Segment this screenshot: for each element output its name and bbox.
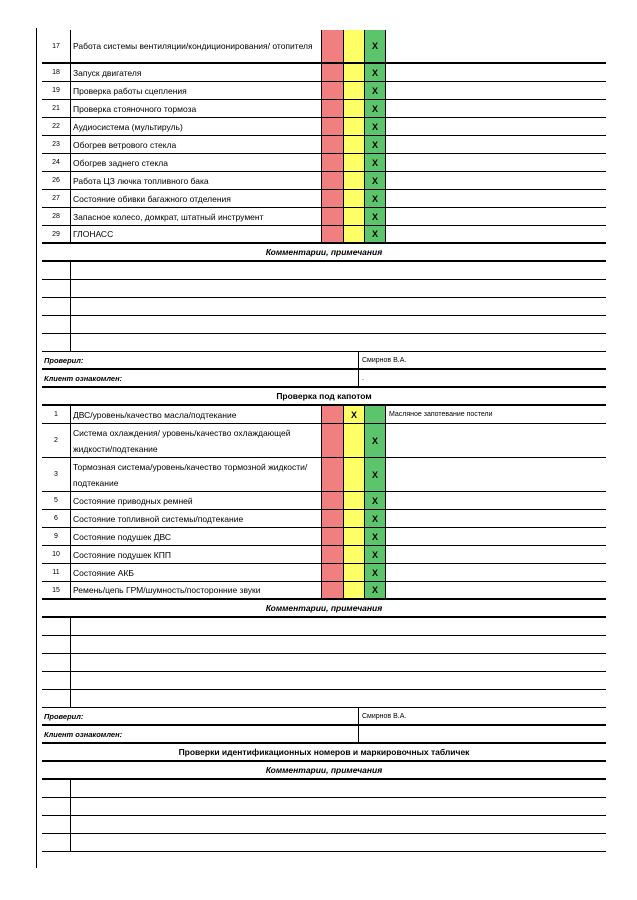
section-title-row: [42, 388, 606, 406]
left-margin-line: [36, 28, 37, 868]
row-number: 6: [54, 515, 58, 522]
comment-index: [42, 834, 70, 851]
row-number: 2: [54, 437, 58, 444]
inspection-sheet: [42, 30, 606, 852]
checklist-row: [42, 582, 606, 600]
checklist-row: [42, 100, 606, 118]
status-yellow-cell[interactable]: [343, 458, 364, 491]
comment-row[interactable]: [42, 690, 606, 708]
row-note: [385, 154, 606, 171]
status-yellow-cell[interactable]: [343, 100, 364, 117]
status-red-cell[interactable]: [321, 458, 343, 491]
comment-index: [42, 690, 70, 707]
row-item-name: Проверка стояночного тормоза: [70, 100, 321, 117]
status-green-cell[interactable]: X: [364, 64, 385, 81]
status-yellow-cell[interactable]: [343, 64, 364, 81]
status-red-cell[interactable]: [321, 30, 343, 62]
checklist-row: [42, 190, 606, 208]
status-yellow-cell[interactable]: [343, 528, 364, 545]
row-item-name: Состояние приводных ремней: [70, 492, 321, 509]
status-yellow-cell[interactable]: [343, 546, 364, 563]
status-red-cell[interactable]: [321, 582, 343, 598]
status-green-cell[interactable]: X: [364, 100, 385, 117]
signature-label: Проверил:: [44, 355, 84, 365]
comment-index: [42, 672, 70, 689]
status-green-cell[interactable]: [364, 406, 385, 423]
comment-row[interactable]: [42, 798, 606, 816]
comment-index: [42, 262, 70, 279]
status-green-cell[interactable]: X: [364, 208, 385, 225]
row-number: 1: [54, 411, 58, 418]
row-note: [385, 546, 606, 563]
row-item-name: Состояние подушек ДВС: [70, 528, 321, 545]
checklist-row: [42, 458, 606, 492]
checklist-row: [42, 492, 606, 510]
status-yellow-cell[interactable]: [343, 564, 364, 581]
row-number: 23: [52, 141, 60, 148]
checklist-row: [42, 82, 606, 100]
checklist-row: [42, 30, 606, 64]
status-green-cell[interactable]: X: [364, 510, 385, 527]
row-item-name: Обогрев ветрового стекла: [70, 136, 321, 153]
comment-text[interactable]: [70, 280, 606, 297]
row-number: 22: [52, 123, 60, 130]
row-item-name: ГЛОНАСС: [70, 226, 321, 242]
row-note: [385, 190, 606, 207]
comment-text[interactable]: [70, 636, 606, 653]
signature-label: Проверил:: [44, 711, 84, 721]
status-red-cell[interactable]: [321, 100, 343, 117]
status-yellow-cell[interactable]: [343, 510, 364, 527]
status-red-cell[interactable]: [321, 492, 343, 509]
row-note: [385, 424, 606, 457]
row-note: [385, 172, 606, 189]
status-yellow-cell[interactable]: [343, 190, 364, 207]
row-note: [385, 30, 606, 62]
row-item-name: Состояние АКБ: [70, 564, 321, 581]
status-yellow-cell[interactable]: [343, 424, 364, 457]
status-yellow-cell[interactable]: [343, 582, 364, 598]
comment-text[interactable]: [70, 334, 606, 351]
comment-text[interactable]: [70, 654, 606, 671]
row-note: [385, 582, 606, 598]
comment-index: [42, 618, 70, 635]
status-green-cell[interactable]: X: [364, 546, 385, 563]
status-red-cell[interactable]: [321, 510, 343, 527]
row-note: [385, 64, 606, 81]
row-number: 21: [52, 105, 60, 112]
comment-row[interactable]: [42, 298, 606, 316]
comment-row[interactable]: [42, 672, 606, 690]
comment-index: [42, 298, 70, 315]
status-red-cell[interactable]: [321, 546, 343, 563]
row-item-name: Система охлаждения/ уровень/качество охлаждающей жидкости/подтекание: [70, 424, 321, 457]
checklist-row: [42, 136, 606, 154]
row-number: 19: [52, 87, 60, 94]
checklist-row: [42, 226, 606, 244]
checklist-row: [42, 118, 606, 136]
comment-text[interactable]: [70, 618, 606, 635]
row-number: 9: [54, 533, 58, 540]
status-yellow-cell[interactable]: X: [343, 406, 364, 423]
status-yellow-cell[interactable]: [343, 208, 364, 225]
row-item-name: Тормозная система/уровень/качество тормозной жидкости/подтекание: [70, 458, 321, 491]
comment-text[interactable]: [70, 672, 606, 689]
row-number: 29: [52, 230, 60, 238]
signature-value[interactable]: [358, 726, 606, 742]
comment-row[interactable]: [42, 780, 606, 798]
comment-text[interactable]: [70, 298, 606, 315]
status-red-cell[interactable]: [321, 528, 343, 545]
comment-row[interactable]: [42, 316, 606, 334]
row-item-name: Состояние топливной системы/подтекание: [70, 510, 321, 527]
row-item-name: Аудиосистема (мультируль): [70, 118, 321, 135]
status-green-cell[interactable]: X: [364, 154, 385, 171]
checked-by-row: [42, 352, 606, 370]
row-item-name: ДВС/уровень/качество масла/подтекание: [70, 406, 321, 423]
status-red-cell[interactable]: [321, 172, 343, 189]
row-number: 26: [52, 177, 60, 184]
row-note: [385, 226, 606, 242]
comment-index: [42, 280, 70, 297]
status-red-cell[interactable]: [321, 136, 343, 153]
status-green-cell[interactable]: X: [364, 226, 385, 242]
row-number: 15: [52, 586, 60, 594]
comment-row[interactable]: [42, 834, 606, 852]
row-item-name: Ремень/цепь ГРМ/шумность/посторонние звуки: [70, 582, 321, 598]
status-red-cell[interactable]: [321, 424, 343, 457]
comment-row[interactable]: [42, 334, 606, 352]
comment-text[interactable]: [70, 690, 606, 707]
row-item-name: Запасное колесо, домкрат, штатный инструмент: [70, 208, 321, 225]
row-number: 24: [52, 159, 60, 166]
checklist-row: [42, 64, 606, 82]
comment-index: [42, 316, 70, 333]
row-note: [385, 510, 606, 527]
section-title-row: [42, 244, 606, 262]
section-title-row: [42, 762, 606, 780]
signature-label: Клиент ознакомлен:: [44, 729, 123, 739]
status-green-cell[interactable]: X: [364, 30, 385, 62]
status-yellow-cell[interactable]: [343, 492, 364, 509]
row-note: [385, 118, 606, 135]
row-number: 17: [52, 42, 60, 50]
section-title: Проверки идентификационных номеров и маркировочных табличек: [178, 747, 470, 757]
row-item-name: Состояние подушек КПП: [70, 546, 321, 563]
checklist-row: [42, 546, 606, 564]
comment-text[interactable]: [70, 262, 606, 279]
row-note: Масляное запотевание постели: [385, 406, 606, 423]
status-red-cell[interactable]: [321, 82, 343, 99]
status-green-cell[interactable]: X: [364, 564, 385, 581]
row-note: [385, 82, 606, 99]
comment-text[interactable]: [70, 816, 606, 833]
status-green-cell[interactable]: X: [364, 190, 385, 207]
row-note: [385, 100, 606, 117]
comment-row[interactable]: [42, 280, 606, 298]
status-red-cell[interactable]: [321, 208, 343, 225]
checklist-row: [42, 154, 606, 172]
comment-index: [42, 780, 70, 797]
status-red-cell[interactable]: [321, 226, 343, 242]
row-item-name: Обогрев заднего стекла: [70, 154, 321, 171]
status-green-cell[interactable]: X: [364, 424, 385, 457]
comment-text[interactable]: [70, 798, 606, 815]
comment-index: [42, 798, 70, 815]
row-note: [385, 564, 606, 581]
status-green-cell[interactable]: X: [364, 528, 385, 545]
comment-row[interactable]: [42, 262, 606, 280]
row-item-name: Работа системы вентиляции/кондиционирования/ отопителя: [70, 30, 321, 62]
status-red-cell[interactable]: [321, 190, 343, 207]
row-number: 10: [52, 551, 60, 558]
comment-row[interactable]: [42, 654, 606, 672]
row-note: [385, 208, 606, 225]
comment-text[interactable]: [70, 780, 606, 797]
row-item-name: Состояние обивки багажного отделения: [70, 190, 321, 207]
row-item-name: Проверка работы сцепления: [70, 82, 321, 99]
status-green-cell[interactable]: X: [364, 172, 385, 189]
status-green-cell[interactable]: X: [364, 492, 385, 509]
checked-by-row: [42, 708, 606, 726]
status-yellow-cell[interactable]: [343, 82, 364, 99]
comments-title: Комментарии, примечания: [265, 765, 383, 775]
comment-index: [42, 816, 70, 833]
checklist-row: [42, 424, 606, 458]
comment-row[interactable]: [42, 636, 606, 654]
comment-row[interactable]: [42, 618, 606, 636]
section-title-row: [42, 600, 606, 618]
comment-index: [42, 636, 70, 653]
checklist-row: [42, 528, 606, 546]
status-green-cell[interactable]: X: [364, 582, 385, 598]
client-ack-row: [42, 370, 606, 388]
status-green-cell[interactable]: X: [364, 82, 385, 99]
status-yellow-cell[interactable]: [343, 154, 364, 171]
comments-title: Комментарии, примечания: [265, 603, 383, 613]
comment-row[interactable]: [42, 816, 606, 834]
signature-label: Клиент ознакомлен:: [44, 373, 123, 383]
row-number: 3: [54, 471, 58, 478]
status-yellow-cell[interactable]: [343, 30, 364, 62]
signature-value[interactable]: Смирнов В.А.: [358, 708, 606, 724]
section-title: Проверка под капотом: [276, 391, 372, 401]
row-item-name: Работа ЦЗ лючка топливного бака: [70, 172, 321, 189]
client-ack-row: [42, 726, 606, 744]
status-yellow-cell[interactable]: [343, 226, 364, 242]
status-yellow-cell[interactable]: [343, 118, 364, 135]
signature-value[interactable]: Смирнов В.А.: [358, 352, 606, 368]
comment-index: [42, 334, 70, 351]
row-number: 27: [52, 195, 60, 202]
status-red-cell[interactable]: [321, 564, 343, 581]
status-green-cell[interactable]: X: [364, 118, 385, 135]
checklist-row: [42, 172, 606, 190]
checklist-row: [42, 564, 606, 582]
status-red-cell[interactable]: [321, 118, 343, 135]
row-note: [385, 458, 606, 491]
row-note: [385, 492, 606, 509]
status-yellow-cell[interactable]: [343, 136, 364, 153]
status-red-cell[interactable]: [321, 64, 343, 81]
row-number: 28: [52, 213, 60, 220]
row-number: 18: [52, 69, 60, 76]
checklist-row: [42, 406, 606, 424]
status-green-cell[interactable]: X: [364, 458, 385, 491]
row-note: [385, 136, 606, 153]
comment-text[interactable]: [70, 834, 606, 851]
status-yellow-cell[interactable]: [343, 172, 364, 189]
checklist-row: [42, 510, 606, 528]
row-item-name: Запуск двигателя: [70, 64, 321, 81]
comment-index: [42, 654, 70, 671]
row-number: 11: [52, 569, 60, 576]
status-red-cell[interactable]: [321, 154, 343, 171]
row-note: [385, 528, 606, 545]
status-red-cell[interactable]: [321, 406, 343, 423]
signature-value[interactable]: .: [358, 370, 606, 386]
checklist-row: [42, 208, 606, 226]
comments-title: Комментарии, примечания: [265, 247, 383, 257]
row-number: 5: [54, 497, 58, 504]
status-green-cell[interactable]: X: [364, 136, 385, 153]
section-title-row: [42, 744, 606, 762]
comment-text[interactable]: [70, 316, 606, 333]
